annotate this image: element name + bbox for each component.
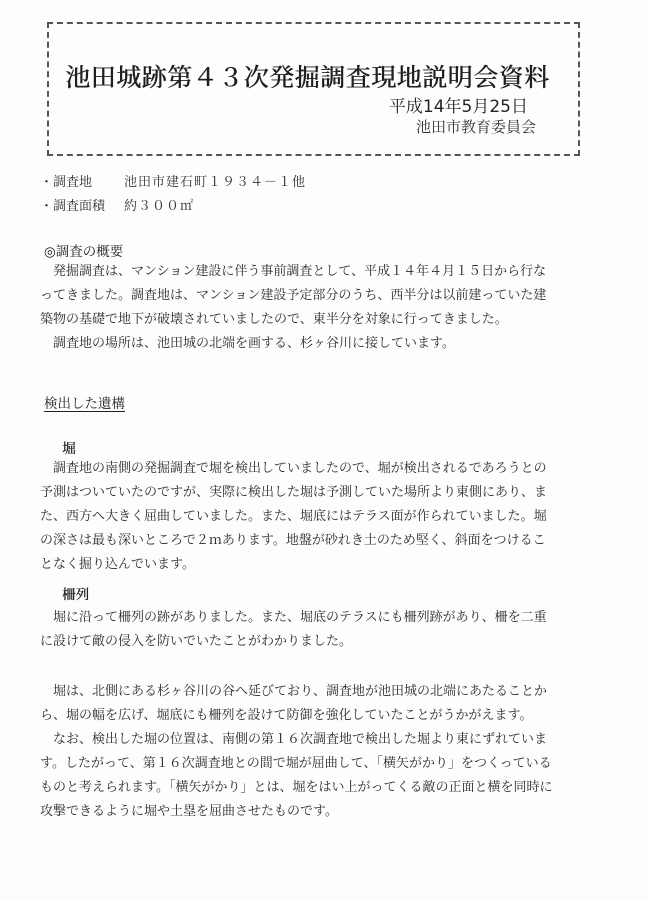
info-label: ・調査地	[40, 175, 93, 190]
text-line: 堀は、北側にある杉ヶ谷川の谷へ延びており、調査地が池田城の北端にあたることか	[40, 684, 548, 699]
overview-paragraph	[40, 260, 610, 356]
organization: 池田市教育委員会	[415, 118, 536, 136]
text-line: 堀に沿って柵列の跡がありました。また、堀底のテラスにも柵列跡があり、柵を二重	[40, 610, 547, 625]
features-heading: 検出した遺構	[44, 396, 125, 412]
text-line: 発掘調査は、マンション建設に伴う事前調査として、平成１４年４月１５日から行な	[40, 264, 547, 279]
text-line: となく掘り込んでいます。	[40, 557, 195, 572]
text-line: なお、検出した堀の位置は、南側の第１６次調査地で検出した堀より東にずれていま	[40, 732, 548, 747]
info-area	[40, 195, 194, 214]
text-line: 攻撃できるように堀や土塁を屈曲させたものです。	[40, 804, 338, 819]
text-line: た、西方へ大きく屈曲していました。また、堀底にはテラス面が作られていました。堀	[40, 509, 547, 524]
overview-heading: ◎調査の概要	[44, 244, 124, 260]
text-line: す。したがって、第１６次調査地との間で堀が屈曲して、「横矢がかり」をつくっている	[40, 756, 552, 771]
text-line: ら、堀の幅を広げ、堀底にも柵列を設けて防御を強化していたことがうかがえます。	[40, 708, 533, 723]
fence-heading: 柵列	[62, 587, 89, 603]
title-box	[47, 22, 580, 156]
fence-paragraph	[40, 606, 610, 654]
document-title: 池田城跡第４３次発掘調査現地説明会資料	[65, 63, 550, 92]
info-label: ・調査面積	[40, 199, 106, 214]
text-line: 築物の基礎で地下が破壊されていましたので、東半分を対象に行ってきました。	[40, 312, 508, 327]
info-value: 池田市建石町１９３４－１他	[124, 175, 307, 190]
moat-paragraph	[40, 457, 610, 577]
text-line: の深さは最も深いところで２ｍあります。地盤が砂れき土のため堅く、斜面をつけるこ	[40, 533, 546, 548]
info-location	[40, 171, 306, 190]
text-line: 調査地の場所は、池田城の北端を画する、杉ヶ谷川に接しています。	[40, 336, 455, 351]
text-line: 調査地の南側の発掘調査で堀を検出していましたので、堀が検出されるであろうとの	[40, 461, 547, 476]
text-line: 予測はついていたのですが、実際に検出した堀は予測していた場所より東側にあり、ま	[40, 485, 548, 500]
text-line: ってきました。調査地は、マンション建設予定部分のうち、西半分は以前建っていた建	[40, 288, 547, 303]
info-value: 約３００㎡	[124, 199, 195, 214]
text-line: に設けて敵の侵入を防いでいたことがわかりました。	[40, 634, 353, 649]
document-date: 平成14年5月25日	[388, 97, 528, 117]
text-line: ものと考えられます。「横矢がかり」とは、堀をはい上がってくる敵の正面と横を同時に	[40, 780, 553, 795]
moat-heading: 堀	[62, 441, 76, 457]
conclusion-paragraph	[40, 680, 610, 824]
